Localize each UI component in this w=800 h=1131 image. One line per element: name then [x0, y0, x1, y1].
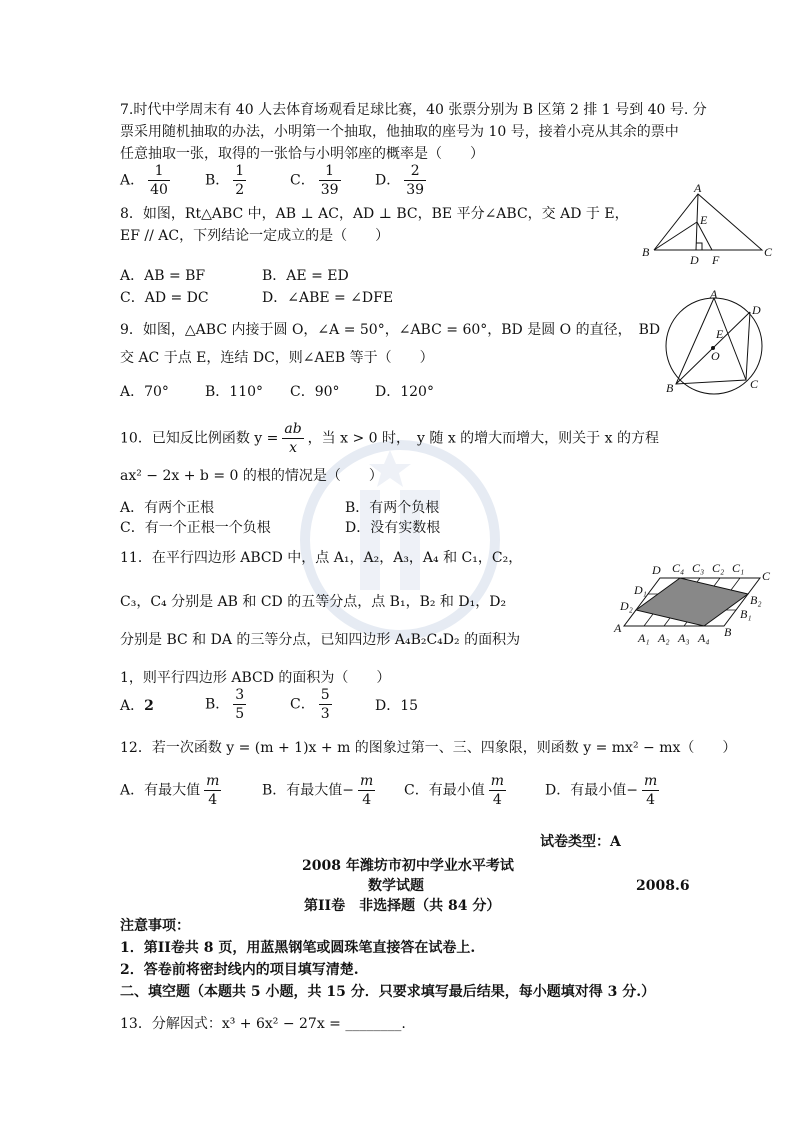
q11-option-a: A．2	[120, 698, 154, 714]
fill-in-section-title: 二、填空题（本题共 5 小题，共 15 分．只要求填写最后结果，每小题填对得 3 分.）	[120, 984, 656, 1000]
q11-label-d1: D₁	[634, 583, 647, 597]
section-title: 第II卷 非选择题（共 84 分）	[304, 898, 501, 914]
notice-item-2: 2．答卷前将密封线内的项目填写清楚.	[120, 962, 359, 978]
q11-label-d2: D₂	[620, 599, 633, 613]
q9-label-o: O	[711, 349, 720, 363]
q12-option-c: C．有最小值 $\frac{m}{4}$	[404, 773, 504, 808]
q11-label-c4: C₄	[672, 561, 685, 575]
q11-label-a4: A₄	[698, 631, 710, 645]
q9-label-b: B	[666, 381, 674, 395]
notice-item-1: 1．第II卷共 8 页，用蓝黑钢笔或圆珠笔直接答在试卷上.	[120, 940, 476, 956]
q11-option-b: B． $\frac{3}{5}$	[205, 687, 245, 722]
q11-label-c3: C₃	[692, 561, 705, 575]
q7-line1: 7.时代中学周末有 40 人去体育场观看足球比赛，40 张票分别为 B 区第 2 排 1 号到 40 号. 分	[120, 102, 707, 118]
q9-label-d: D	[752, 303, 761, 317]
q10-line1: 10．已知反比例函数 y = $\frac{ab}{x}$ ，当 x > 0 时， y 随 x 的增大而增大，则关于 x 的方程	[120, 421, 659, 456]
watermark-logo	[290, 430, 510, 650]
q8-option-b: B．AE = ED	[262, 268, 349, 284]
q8-triangle-figure	[636, 182, 776, 268]
q11-label-b: B	[724, 625, 732, 639]
q8-label-d: D	[690, 253, 699, 267]
q11-label-a3: A₃	[678, 631, 690, 645]
q8-label-c: C	[764, 245, 773, 259]
q11-label-c: C	[762, 569, 771, 583]
q10-option-b: B．有两个负根	[345, 500, 440, 516]
q9-label-a: A	[710, 288, 718, 301]
q9-option-c: C．90°	[290, 384, 340, 400]
notice-title: 注意事项：	[120, 918, 190, 934]
q8-line1: 8．如图，Rt△ABC 中，AB ⊥ AC，AD ⊥ BC，BE 平分∠ABC，交 AD 于 E，	[120, 206, 629, 222]
q11-label-b2: B₂	[750, 593, 762, 607]
q9-line2: 交 AC 于点 E，连结 DC，则∠AEB 等于（ ）	[120, 350, 434, 366]
q11-option-c: C． $\frac{5}{3}$	[290, 687, 330, 722]
q11-label-c1: C₁	[732, 561, 745, 575]
q9-circle-figure	[656, 288, 776, 400]
q8-label-a: A	[694, 182, 702, 195]
q10-option-d: D．没有实数根	[345, 520, 441, 536]
q9-option-d: D．120°	[375, 384, 434, 400]
q11-line4: 1，则平行四边形 ABCD 的面积为（ ）	[120, 670, 391, 686]
q11-parallelogram-figure	[612, 560, 782, 646]
q12-option-d: D．有最小值− $\frac{m}{4}$	[545, 773, 658, 808]
q11-label-a: A	[614, 621, 622, 635]
q10-option-a: A．有两个正根	[120, 500, 215, 516]
q11-label-d: D	[652, 563, 661, 577]
q7-line3: 任意抽取一张，取得的一张恰与小明邻座的概率是（ ）	[120, 146, 484, 162]
exam-subject: 数学试题	[368, 878, 424, 894]
q11-line1: 11．在平行四边形 ABCD 中，点 A₁，A₂，A₃，A₄ 和 C₁，C₂，	[120, 550, 523, 566]
q8-label-e: E	[700, 213, 708, 227]
q11-label-a1: A₁	[638, 631, 650, 645]
q9-option-a: A．70°	[120, 384, 169, 400]
q10-option-c: C．有一个正根一个负根	[120, 520, 271, 536]
q11-option-d: D．15	[375, 698, 419, 714]
q13-line: 13．分解因式：x³ + 6x² − 27x = ________.	[120, 1016, 406, 1032]
q9-line1: 9．如图，△ABC 内接于圆 O，∠A = 50°，∠ABC = 60°，BD 是圆 O 的直径， BD	[120, 322, 661, 338]
q8-line2: EF // AC，下列结论一定成立的是（ ）	[120, 228, 390, 244]
q7-line2: 票采用随机抽取的办法，小明第一个抽取，他抽取的座号为 10 号，接着小亮从其余的票中	[120, 124, 679, 140]
q7-option-b: B． $\frac{1}{2}$	[205, 163, 245, 198]
q11-label-c2: C₂	[712, 561, 725, 575]
q8-option-d: D．∠ABE = ∠DFE	[262, 290, 394, 306]
q9-label-c: C	[750, 377, 759, 391]
q10-line2: ax² − 2x + b = 0 的根的情况是（ ）	[120, 468, 383, 484]
q11-line3: 分别是 BC 和 DA 的三等分点，已知四边形 A₄B₂C₄D₂ 的面积为	[120, 632, 521, 648]
q11-label-b1: B₁	[740, 607, 752, 621]
q11-line2: C₃，C₄ 分别是 AB 和 CD 的五等分点，点 B₁，B₂ 和 D₁，D₂	[120, 594, 507, 610]
q8-option-c: C．AD = DC	[120, 290, 209, 306]
q7-option-a: A． $\frac{1}{40}$	[120, 163, 168, 198]
q12-option-b: B．有最大值− $\frac{m}{4}$	[262, 773, 374, 808]
q9-option-b: B．110°	[205, 384, 264, 400]
q8-label-b: B	[642, 245, 650, 259]
exam-date: 2008.6	[636, 878, 690, 894]
q8-label-f: F	[712, 253, 720, 267]
q9-label-e: E	[716, 327, 724, 341]
q11-label-a2: A₂	[658, 631, 670, 645]
exam-title: 2008 年潍坊市初中学业水平考试	[302, 858, 514, 874]
q12-option-a: A．有最大值 $\frac{m}{4}$	[120, 773, 220, 808]
q12-line1: 12．若一次函数 y = (m + 1)x + m 的图象过第一、三、四象限，则函数 y = mx² − mx（ ）	[120, 740, 737, 756]
q8-option-a: A．AB = BF	[120, 268, 206, 284]
q7-option-d: D． $\frac{2}{39}$	[375, 163, 425, 198]
exam-type-label: 试卷类型：A	[540, 834, 621, 850]
q7-option-c: C． $\frac{1}{39}$	[290, 163, 339, 198]
